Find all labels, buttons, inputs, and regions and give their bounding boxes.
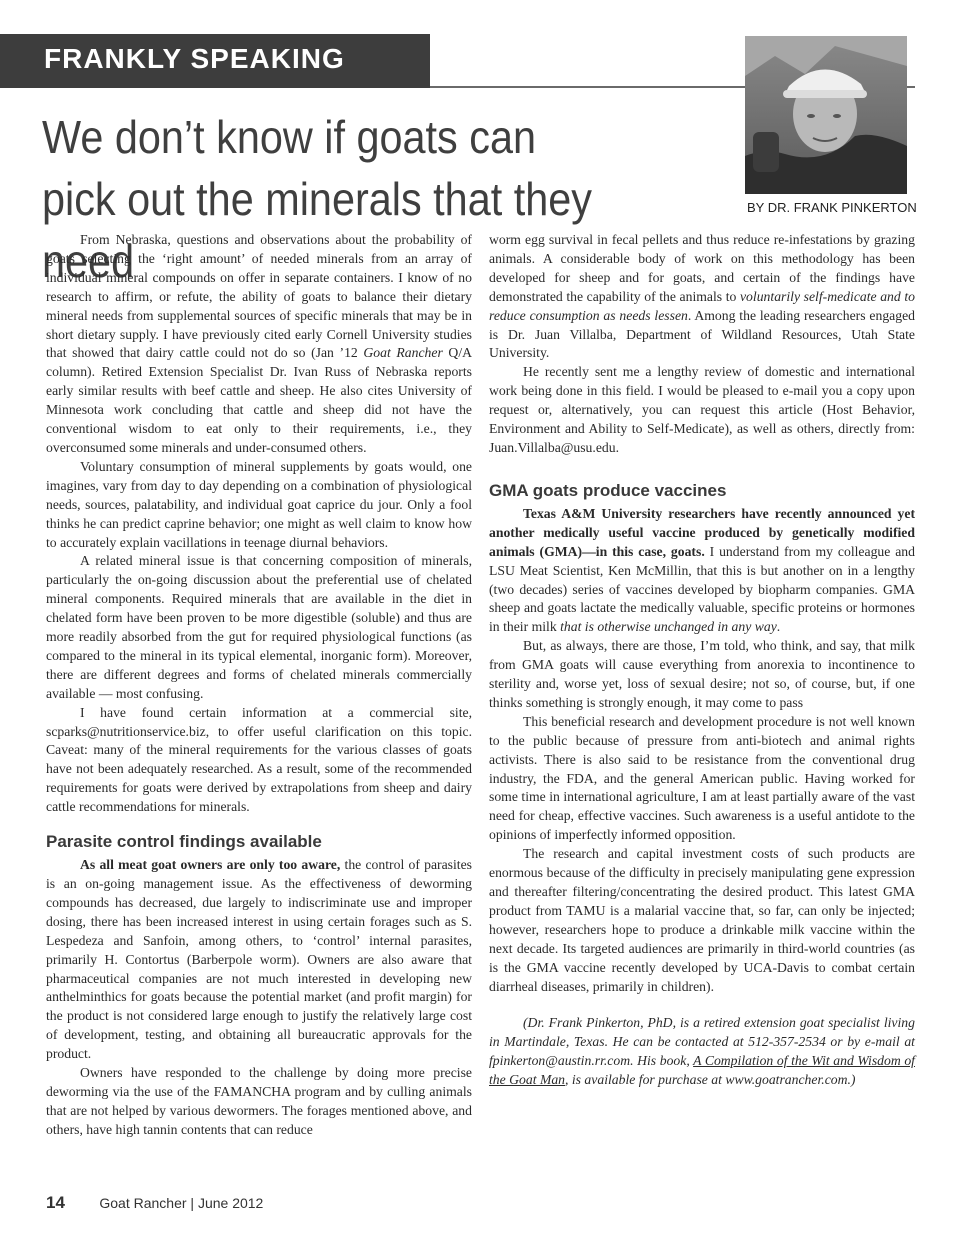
- paragraph: Voluntary consumption of mineral supplements by goats would, one imagines, vary from day to day depending on a combination of physiological needs, sources, palatability, and individual goat caprice du jour. Only a fool thinks he can predict caprine behavior; one might as well claim to know how to accurately explain vacillations in teenage diurnal behaviors.: [46, 458, 472, 550]
- paragraph: Owners have responded to the challenge by doing more precise deworming via the use of the FAMANCHA program and by culling animals that are not helped by various dewormers. The forages mentioned above, and others, have high tannin contents that can reduce: [46, 1065, 472, 1137]
- page-number: 14: [46, 1193, 65, 1212]
- paragraph: The research and capital investment costs of such products are enormous because of the difficulty in precisely manipulating gene expression and thereafter filtering/concentrating the desired product. This latest GMA product from TAMU is a malarial vaccine that, so far, can only be injected; however, researchers hope to produce a drinkable milk vaccine within the next decade. Its targeted audiences are primarily in third-world countries (as is the GMA vaccine recently developed by UCA-Davis to combat certain diarrheal diseases, primarily in children).: [489, 846, 915, 994]
- headline: We don’t know if goats can pick out the minerals that they need: [42, 111, 592, 287]
- paragraph: Texas A&M University researchers have recently announced yet another medically useful vaccine produced by genetically modified animals (GMA)—in this case, goats. I understand from my colleague and LSU Meat Scientist, Ken McMillin, that this is but another on in a lengthy (two decades) series of vaccines developed by biopharm companies. GMA sheep and goats lactate the medically valuable, specific proteins or hormones in their milk that is otherwise unchanged in any way.: [489, 505, 915, 635]
- section-heading-gma: GMA goats produce vaccines: [489, 480, 727, 500]
- paragraph: But, as always, there are those, I’m told, who think, and say, that milk from GMA goats will cause everything from anorexia to incontinence to sterility and, worse yet, loss of sexual desire; not so, of course, but, if one thinks something is strongly enough, it may come to pass: [489, 638, 915, 710]
- book-title: A Compilation of the Wit and Wisdom of the Goat Man: [489, 1053, 915, 1088]
- paragraph: This beneficial research and development procedure is not well known to the public because of pressure from anti-biotech and animal rights activists. There is also said to be resistance from the conventional drug industry, the FDA, and the general American public. Having worked for some time in international agriculture, I am at least partially aware of the vast need for cheap, effective vaccines. Such awareness is a useful antidote to the opinions of imperfectly informed opposition.: [489, 713, 915, 843]
- publication-info: Goat Rancher | June 2012: [99, 1195, 264, 1211]
- paragraph: He recently sent me a lengthy review of domestic and international work being done in this field. I would be pleased to e-mail you a copy upon request or, alternatively, you can request this article (Host Behavior, Environment and Ability to Self-Medicate), as well as others, directly from: Juan.Villalba@usu.edu.: [489, 364, 915, 455]
- paragraph: A related mineral issue is that concerning composition of minerals, particularly the on-going discussion about the preferential use of chelated mineral components. Required minerals that are available in the diet in chelated form have been proven to be more digestible (soluble) and thus are more readily absorbed from the gut for required physiological functions (as compared to the mineral in its typical elemental, inorganic form). Moreover, there are different degrees and forms of chelated minerals commercially available — most confusing.: [46, 553, 472, 701]
- byline: BY DR. FRANK PINKERTON: [747, 200, 917, 215]
- paragraph: I have found certain information at a commercial site, scparks@nutritionservice.biz, to offer useful clarification on this topic. Caveat: many of the mineral requirements for the various classes of goats have not been adequately researched. As a result, some of the recommended requirements for goats were derived by extrapolations from sheep and dairy cattle recommendations for minerals.: [46, 704, 472, 815]
- paragraph: worm egg survival in fecal pellets and thus reduce re-infestations by grazing animals. A considerable body of work on this methodology has been developed for sheep and for goats, and certain of the findings have demonstrated the capability of the animals to voluntarily self-medicate and to reduce consumption as needs lessen. Among the leading researchers engaged is Dr. Juan Villalba, Department of Wildland Resources, Utah State University.: [489, 232, 915, 361]
- section-banner-label: FRANKLY SPEAKING: [44, 43, 345, 74]
- author-bio: (Dr. Frank Pinkerton, PhD, is a retired extension goat specialist living in Martindale, Texas. He can be contacted at 512-357-2534 or by e-mail at fpinkerton@austin.rr.com. His book, A Compilation of the Wit and Wisdom of the Goat Man, is available for purchase at www.goatrancher.com.): [489, 1015, 915, 1088]
- paragraph: As all meat goat owners are only too aware, the control of parasites is an on-going management issue. As the effectiveness of deworming compounds has decreased, due largely to indiscriminate use and improper dosing, there has been increased interest in using certain forages such as S. Lespedeza and Sanfoin, among others, to ‘control’ internal parasites, primarily H. Contortus (Barberpole worm). Owners are also aware that pharmaceutical companies are not much interested in developing new anthelminthics for goats because the potential market (and profit margin) for the product is not considered large enough to justify the relatively large cost of development, testing, and obtaining all bureaucratic approvals for the product.: [46, 857, 472, 1062]
- author-portrait-icon: [745, 36, 907, 194]
- paragraph: From Nebraska, questions and observations about the probability of goats selecting the ‘right amount’ of needed minerals from an array of individual mineral compounds on offer in separate containers. I know of no research to affirm, or refute, the ability of goats to balance their dietary mineral needs from supplemental sources of specific minerals that may be in short dietary supply. I have previously cited early Cornell University studies that showed that dairy cattle could not do so (Jan ’12 Goat Rancher Q/A column). Retired Extension Specialist Dr. Ivan Russ of Nebraska reports early similar results with beef cattle and sheep. He also cites University of Minnesota work concluding that cattle and sheep did not have the conventional wisdom to eat only to their requirements, i.e., they overconsumed some minerals and under-consumed others.: [46, 232, 473, 455]
- page-footer: [46, 1193, 263, 1213]
- section-heading-parasite: Parasite control findings available: [46, 832, 322, 852]
- right-column: [489, 231, 915, 1090]
- left-column: [46, 231, 472, 1140]
- section-banner: [0, 34, 430, 88]
